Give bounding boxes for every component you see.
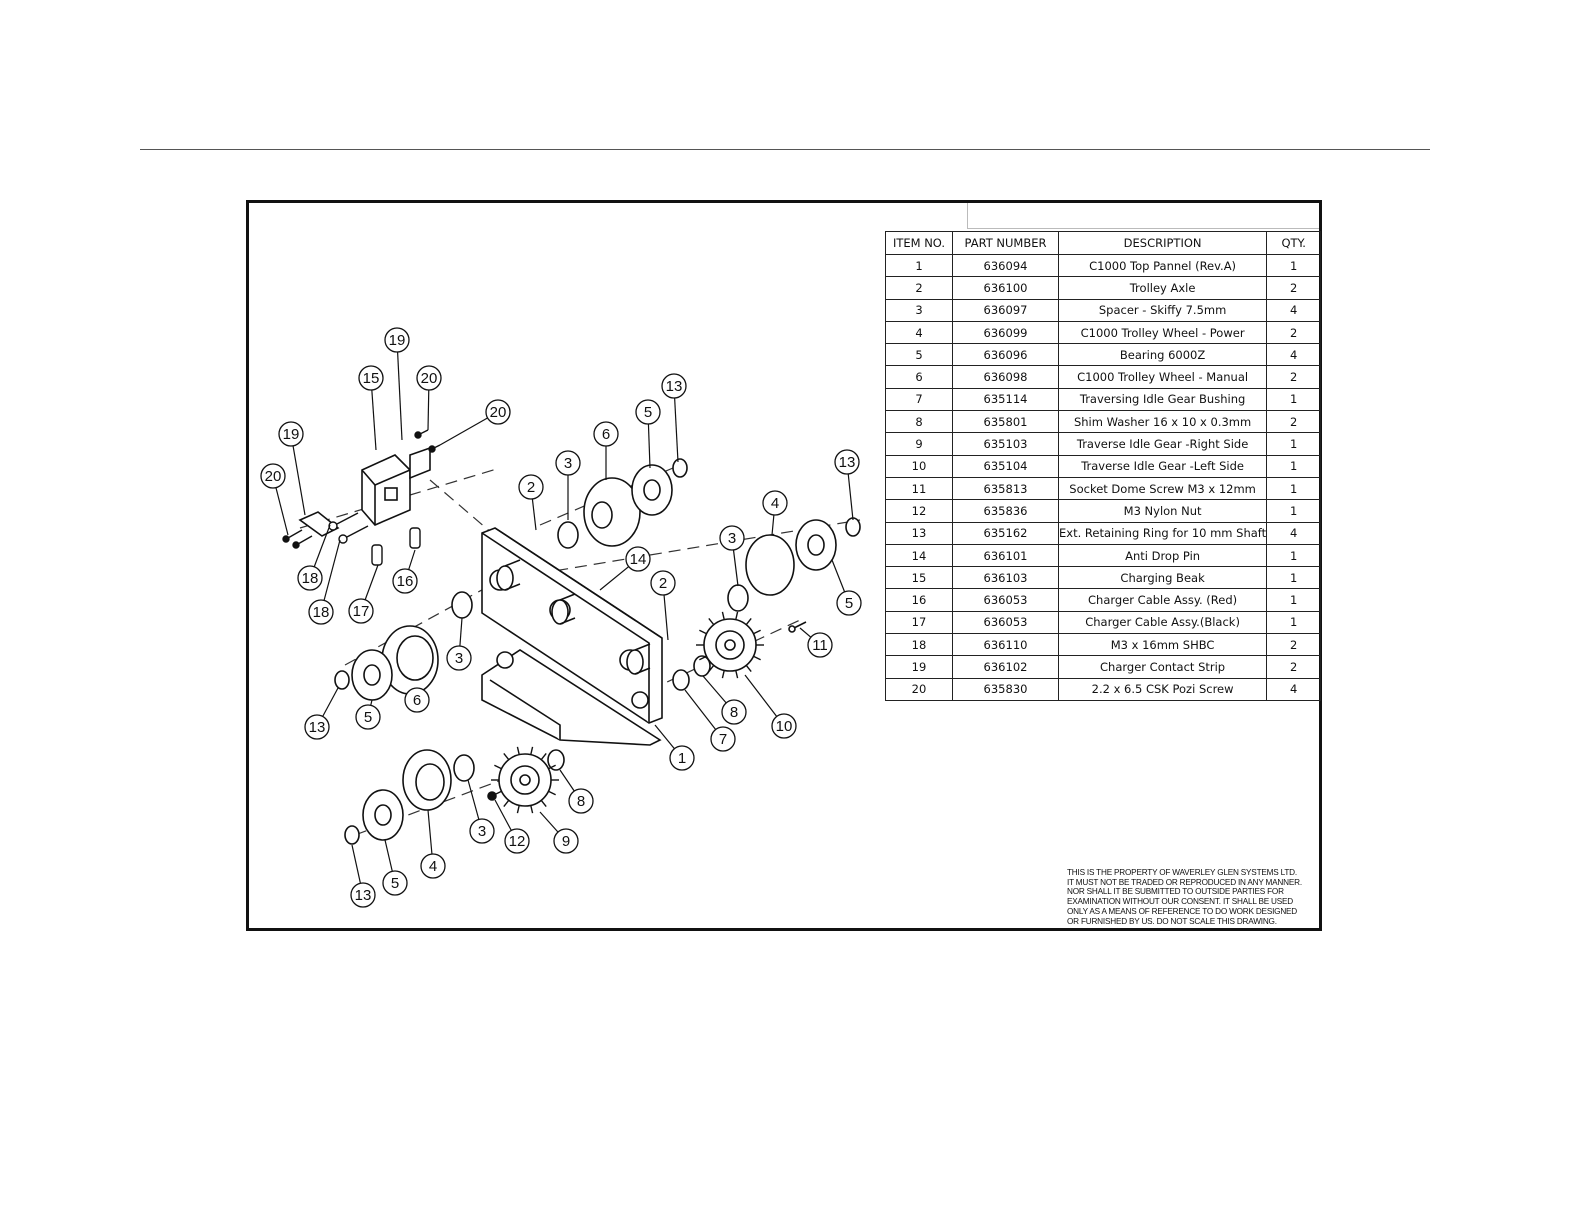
cell-item-no: 9 [886,433,953,455]
gear-tooth [548,791,555,794]
cell-qty: 4 [1267,344,1321,366]
charging-beak [300,448,430,536]
callout-number: 16 [396,573,414,590]
gear-tooth [541,753,546,759]
gear-tooth [541,800,546,806]
callout-number: 13 [354,887,372,904]
title-block-divider [967,203,968,228]
cell-part-number: 635103 [953,433,1059,455]
callout-number: 8 [729,704,739,721]
gear-tooth [736,612,738,620]
table-row [886,366,1321,388]
cell-qty: 2 [1267,277,1321,299]
cell-item-no: 11 [886,477,953,499]
gear-tooth [722,612,724,620]
cell-part-number: 636098 [953,366,1059,388]
cell-item-no: 10 [886,455,953,477]
callout-leader-line [397,340,402,440]
gear-tooth [504,753,509,759]
exploded-assembly-view [249,203,879,923]
gear-tooth [531,805,533,813]
callout-number: 13 [665,378,683,395]
callout-number: 3 [477,823,487,840]
callout-number: 11 [812,637,828,654]
header-rule [140,149,1430,150]
callout-number: 5 [363,709,373,726]
cell-part-number: 635104 [953,455,1059,477]
cell-part-number: 636094 [953,255,1059,277]
callout-number: 14 [629,551,647,568]
callout-number: 3 [454,650,464,667]
cell-item-no: 13 [886,522,953,544]
table-row [886,656,1321,678]
callout-number: 1 [677,750,687,767]
cell-part-number: 636099 [953,321,1059,343]
table-row [886,589,1321,611]
cell-description: Spacer - Skiffy 7.5mm [1059,299,1267,321]
column-header-item-no: ITEM NO. [886,232,953,255]
cell-part-number: 635830 [953,678,1059,700]
cell-item-no: 4 [886,321,953,343]
table-row [886,477,1321,499]
cell-qty: 1 [1267,433,1321,455]
cell-description: Traverse Idle Gear -Left Side [1059,455,1267,477]
cell-description: Charger Cable Assy. (Red) [1059,589,1267,611]
table-row [886,611,1321,633]
cell-part-number: 636053 [953,589,1059,611]
cell-item-no: 19 [886,656,953,678]
cell-part-number: 636053 [953,611,1059,633]
cell-qty: 2 [1267,366,1321,388]
cell-item-no: 2 [886,277,953,299]
cell-item-no: 1 [886,255,953,277]
cell-item-no: 17 [886,611,953,633]
cell-item-no: 3 [886,299,953,321]
callout-number: 18 [312,604,330,621]
column-header-part-number: PART NUMBER [953,232,1059,255]
table-row [886,433,1321,455]
cell-item-no: 18 [886,634,953,656]
callout-number: 3 [727,530,737,547]
gear-tooth [722,670,724,678]
cell-description: Bearing 6000Z [1059,344,1267,366]
cell-description: Anti Drop Pin [1059,544,1267,566]
callout-number: 3 [563,455,573,472]
gear-tooth [753,656,760,659]
cell-description: 2.2 x 6.5 CSK Pozi Screw [1059,678,1267,700]
callout-number: 20 [264,468,282,485]
callout-number: 5 [844,595,854,612]
callout-number: 10 [775,718,793,735]
gear-tooth [736,670,738,678]
cell-description: Traverse Idle Gear -Right Side [1059,433,1267,455]
bill-of-materials-table [885,231,1321,701]
gear-tooth [709,618,714,624]
cell-qty: 2 [1267,321,1321,343]
cell-item-no: 16 [886,589,953,611]
gear-tooth [699,630,706,633]
table-row [886,299,1321,321]
table-row [886,411,1321,433]
column-header-qty: QTY. [1267,232,1321,255]
property-notice: THIS IS THE PROPERTY OF WAVERLEY GLEN SYSTEMS LTD. IT MUST NOT BE TRADED OR REPRODUCED IN ANY MANNER. NOR SHALL IT BE SUBMITTED TO OUTSIDE PARTIES FOR EXAMINATION WITHOUT OUR CONSENT. IT SHALL BE USED ONLY AS A MEANS OF REFERENCE TO DO WORK DESIGNED OR FURNISHED BY US. DO NOT SCALE THIS DRAWING. [1067,868,1302,926]
gear-tooth [746,665,751,671]
callout-number: 20 [489,404,507,421]
cell-part-number: 635114 [953,388,1059,410]
table-row [886,455,1321,477]
callout-number: 6 [601,426,611,443]
cell-description: C1000 Trolley Wheel - Manual [1059,366,1267,388]
gear-tooth [494,765,501,768]
gear-tooth [504,800,509,806]
cell-part-number: 635813 [953,477,1059,499]
bom-header-row [886,232,1321,255]
table-row [886,321,1321,343]
table-row [886,522,1321,544]
table-row [886,500,1321,522]
cell-qty: 1 [1267,455,1321,477]
cell-description: M3 x 16mm SHBC [1059,634,1267,656]
cell-part-number: 635162 [953,522,1059,544]
cell-description: Ext. Retaining Ring for 10 mm Shaft [1059,522,1267,544]
cell-qty: 2 [1267,411,1321,433]
gear-tooth [517,747,519,755]
cell-qty: 2 [1267,656,1321,678]
cell-qty: 4 [1267,522,1321,544]
table-row [886,567,1321,589]
callout-number: 2 [658,575,668,592]
cell-part-number: 636110 [953,634,1059,656]
cell-qty: 1 [1267,500,1321,522]
callout-number: 4 [428,858,438,875]
cell-qty: 1 [1267,611,1321,633]
cell-item-no: 7 [886,388,953,410]
cell-item-no: 8 [886,411,953,433]
callout-number: 5 [390,875,400,892]
gear-tooth [746,618,751,624]
table-row [886,255,1321,277]
callout-number: 17 [352,603,370,620]
cell-qty: 1 [1267,567,1321,589]
callout-number: 9 [561,833,571,850]
table-row [886,277,1321,299]
cell-description: Charging Beak [1059,567,1267,589]
cell-description: Charger Contact Strip [1059,656,1267,678]
table-row [886,678,1321,700]
cell-qty: 2 [1267,634,1321,656]
cell-description: C1000 Trolley Wheel - Power [1059,321,1267,343]
cell-description: Traversing Idle Gear Bushing [1059,388,1267,410]
callout-number: 12 [508,833,526,850]
cell-description: Socket Dome Screw M3 x 12mm [1059,477,1267,499]
cell-qty: 4 [1267,299,1321,321]
callout-number: 19 [282,426,300,443]
cell-qty: 1 [1267,544,1321,566]
cell-item-no: 14 [886,544,953,566]
cell-description: C1000 Top Pannel (Rev.A) [1059,255,1267,277]
table-row [886,634,1321,656]
cell-part-number: 636096 [953,344,1059,366]
callout-number: 7 [718,731,728,748]
callout-number: 18 [301,570,319,587]
cell-description: Charger Cable Assy.(Black) [1059,611,1267,633]
callout-number: 13 [308,719,326,736]
cell-item-no: 15 [886,567,953,589]
cell-part-number: 636101 [953,544,1059,566]
callout-number: 2 [526,479,536,496]
gear-tooth [753,630,760,633]
title-block-line [967,228,1319,229]
table-row [886,544,1321,566]
cell-item-no: 12 [886,500,953,522]
cell-description: Shim Washer 16 x 10 x 0.3mm [1059,411,1267,433]
callout-number: 8 [576,793,586,810]
cell-part-number: 636100 [953,277,1059,299]
callout-number: 5 [643,404,653,421]
cell-qty: 4 [1267,678,1321,700]
callout-number: 13 [838,454,856,471]
gear-tooth [517,805,519,813]
cell-qty: 1 [1267,388,1321,410]
callout-number: 20 [420,370,438,387]
cell-part-number: 635801 [953,411,1059,433]
cell-part-number: 636097 [953,299,1059,321]
cell-item-no: 6 [886,366,953,388]
callout-number: 4 [770,495,780,512]
cell-item-no: 20 [886,678,953,700]
table-row [886,388,1321,410]
cell-part-number: 636103 [953,567,1059,589]
cell-description: M3 Nylon Nut [1059,500,1267,522]
callout-number: 19 [388,332,406,349]
cell-part-number: 636102 [953,656,1059,678]
cell-qty: 1 [1267,255,1321,277]
cell-item-no: 5 [886,344,953,366]
column-header-description: DESCRIPTION [1059,232,1267,255]
callout-number: 15 [362,370,380,387]
gear-tooth [531,747,533,755]
table-row [886,344,1321,366]
cell-description: Trolley Axle [1059,277,1267,299]
callout-number: 6 [412,692,422,709]
cell-qty: 1 [1267,589,1321,611]
cell-qty: 1 [1267,477,1321,499]
cell-part-number: 635836 [953,500,1059,522]
